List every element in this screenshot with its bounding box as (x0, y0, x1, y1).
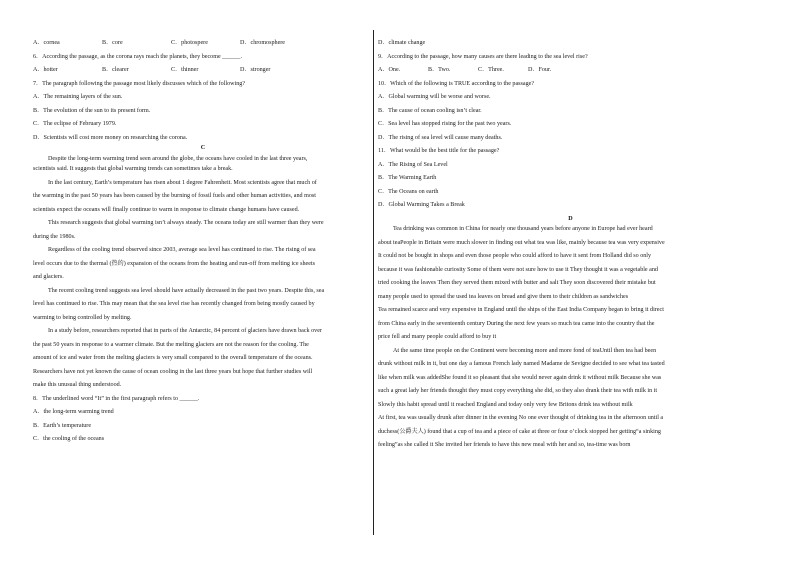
q7-option-c: C．The eclipse of February 1979. (33, 121, 117, 127)
passage-d-line: drunk without milk in it, but one day a famous French lady named Madame de Sevigne decided to see what tea tasted (378, 361, 665, 367)
q7-question: 7．The paragraph following the passage most likely discusses which of the following? (33, 80, 246, 87)
q9-option-c: C．Three. (478, 67, 504, 73)
q7-option-b: B．The evolution of the sun to its present form. (33, 107, 151, 114)
passage-c-line: warming to being controlled by melting. (33, 314, 132, 321)
q10-option-d: D．The rising of sea level will cause many deaths. (378, 134, 503, 141)
q5-option-c: C．photospere (171, 40, 208, 46)
q10-question: 10．Which of the following is TRUE according to the passage? (378, 80, 535, 87)
passage-d-line: because it was fashionable curiosity Some of them were not sure how to use it They thought it was a vegetable and (378, 266, 658, 273)
column-divider (373, 30, 374, 535)
passage-c-line: level has continued to rise. This may mean that the sea level rise has recently changed from being mostly caused by (33, 301, 315, 307)
passage-d-line: about teaPeople in Britain were much slower in finding out what tea was like, mainly because tea was very expensive (378, 239, 665, 246)
left-column (33, 38, 373, 445)
q8-option-c: C．the cooling of the oceans (33, 436, 105, 442)
passage-d-line: such a great lady her friends thought they must copy everything she did, so they also drank their tea with milk in it (378, 388, 658, 394)
passage-c-line: level occurs due to the thermal (热的) expansion of the oceans from the heating and run-off from melting ice sheets (33, 260, 315, 267)
q10-option-c: C．Sea level has stopped rising for the past two years. (378, 121, 512, 127)
passage-d-line: tried cooking the leaves Then they served them mixed with butter and salt They soon discovered their mistake but (378, 280, 656, 286)
passage-d-line: from China early in the seventeenth century During the next few years so much tea came into the country that the (378, 320, 655, 327)
passage-c-line: Regardless of the cooling trend observed since 2003, average sea level has continued to rise. The rising of sea (48, 247, 316, 253)
passage-c-line: Researchers have not yet known the cause of ocean cooling in the last three years but hope that further studies will (33, 368, 313, 375)
passage-d-line: many people used to spread the used tea leaves on bread and give them to their children as sandwiches (378, 293, 629, 300)
q11-question: 11．What would be the best title for the passage? (378, 148, 500, 154)
passage-d-line: Slowly this habit spread until it reached England and today only very few Britons drink tea without milk (378, 401, 633, 408)
q7-option-d: D．Scientists will cost more money on researching the corona. (33, 134, 188, 141)
q6-option-c: C．thinner (171, 67, 199, 73)
section-c-heading: C (200, 145, 206, 151)
passage-c-line: This research suggests that global warming isn’t always steady. The oceans today are still warmer than they were (48, 220, 324, 226)
passage-c-line: the past 50 years in response to a warmer climate. But the melting glaciers are not the reason for the cooling. The (33, 341, 309, 348)
passage-d-line: price fell and many people could afford to buy it (378, 334, 497, 340)
q9-option-b: B．Two. (428, 67, 451, 73)
passage-c-line: The recent cooling trend suggests sea level should have actually decreased in the past two years. Despite this, sea (48, 287, 325, 294)
passage-c-line: the warming in the past 50 years has been caused by the burning of fossil fuels and other human activities, and most (33, 193, 316, 199)
q6-option-a: A．hotter (33, 67, 58, 73)
passage-c-line: scientists said. It suggests that global warming trends can sometimes take a break. (33, 166, 233, 172)
passage-d-line: Tea remained scarce and very expensive in England until the ships of the East India Company began to bring it direct (378, 307, 664, 313)
q11-option-d: D．Global Warming Takes a Break (378, 202, 465, 208)
passage-d-line: feeling”as she called it She invited her friends to have this new meal with her and so, tea-time was born (378, 442, 631, 448)
q5-option-a: A．cornea (33, 40, 60, 46)
q9-option-d: D．Four. (528, 67, 552, 73)
q10-option-a: A．Global warming will be worse and worse. (378, 94, 491, 100)
passage-c-line: Despite the long-term warming trend seen around the globe, the oceans have cooled in the last three years, (48, 155, 308, 162)
q11-option-a: A．The Rising of Sea Level (378, 161, 448, 168)
passage-c-line: In a study before, researchers reported that in parts of the Antarctic, 84 percent of glaciers have drawn back over (48, 328, 322, 334)
section-d-heading: D (568, 215, 573, 222)
q5-options (33, 38, 373, 49)
q9-options (378, 65, 763, 76)
q10-option-b: B．The cause of ocean cooling isn’t clear. (378, 107, 482, 114)
right-column (378, 38, 763, 451)
q8-option-d: D．climate change (378, 40, 426, 46)
passage-d-line: At the same time people on the Continent were becoming more and more fond of teaUntil then tea had been (393, 347, 657, 354)
passage-c-line: make this unusual thing understood. (33, 382, 122, 388)
q8-option-a: A．the long-term warming trend (33, 409, 114, 415)
passage-c-line: amount of ice and water from the melting glaciers is very small compared to the overall temperature of the oceans. (33, 355, 313, 361)
passage-d-line: At first, tea was usually drunk after dinner in the evening No one ever thought of drinking tea in the afternoon until a (378, 415, 664, 421)
q6-question: 6．According the passage, as the corona rays reach the planets, they become ______. (33, 53, 242, 60)
passage-c-line: scientists expect the oceans will finally continue to warm in response to climate change humans have caused. (33, 206, 300, 213)
q6-option-d: D．stronger (240, 67, 271, 73)
q6-option-b: B．clearer (102, 67, 129, 73)
passage-c-line: and glaciers. (33, 274, 64, 280)
q8-question: 8．The underlined word “It” in the first paragraph refers to ______. (33, 395, 200, 402)
q7-option-a: A．The remaining layers of the sun. (33, 94, 123, 100)
passage-d-line: Tea drinking was common in China for nearly one thousand years before anyone in Europe had ever heard (393, 226, 653, 232)
passage-c-line: during the 1980s. (33, 233, 76, 240)
q9-question: 9．According to the passage, how many causes are there leading to the sea level rise? (378, 53, 588, 60)
q5-option-d: D．chromosphere (240, 40, 286, 46)
passage-d-line: like when milk was addedShe found it so pleasant that she would never again drink it without milk Because she was (378, 374, 662, 381)
passage-c-line: In the last century, Earth’s temperature has risen about 1 degree Fahrenheit. Most scientists agree that much of (48, 179, 317, 186)
q8-option-b: B．Earth’s temperature (33, 422, 92, 429)
q6-options (33, 65, 373, 76)
passage-d-line: It could not be bought in shops and even those people who could afford to have it sent from Holland did so only (378, 253, 652, 259)
q9-option-a: A．One. (378, 67, 401, 73)
q11-option-c: C．The Oceans on earth (378, 188, 439, 195)
q11-option-b: B．The Warming Earth (378, 175, 437, 181)
q5-option-b: B．core (102, 40, 123, 46)
passage-d-line: duchess(公爵夫人) found that a cup of tea and a piece of cake at three or four o’clock stopped her getting“a sinking (378, 428, 661, 435)
